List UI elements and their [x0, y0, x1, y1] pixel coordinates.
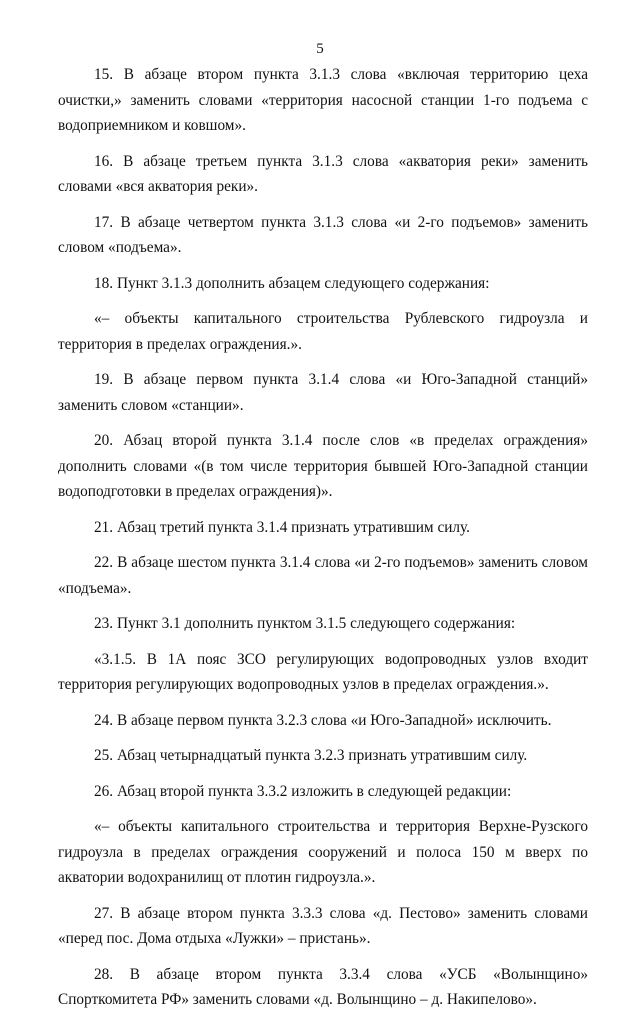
paragraph-28: 28. В абзаце втором пункта 3.3.4 слова «УСБ «Волынщино» Спорткомитета РФ» заменить словами «д. Волынщино – д. Накипелово». [58, 965, 588, 1008]
paragraph-24: 24. В абзаце первом пункта 3.2.3 слова «и Юго-Западной» исключить. [94, 711, 552, 729]
paragraph-15: 15. В абзаце втором пункта 3.1.3 слова «включая территорию цеха очистки,» заменить словами «территория насосной станции 1-го подъема с водоприемником и ковшом». [58, 66, 588, 134]
paragraph-27: 27. В абзаце втором пункта 3.3.3 слова «д. Пестово» заменить словами «перед пос. Дома отдыха «Лужки» – пристань». [58, 904, 588, 947]
paragraph-19: 19. В абзаце первом пункта 3.1.4 слова «и Юго-Западной станций» заменить словом «станции». [58, 371, 588, 414]
paragraph-16: 16. В абзаце третьем пункта 3.1.3 слова «акватория реки» заменить словами «вся акватория реки». [58, 152, 588, 195]
paragraph-23: 23. Пункт 3.1 дополнить пунктом 3.1.5 следующего содержания: [94, 615, 516, 632]
paragraph-17: 17. В абзаце четвертом пункта 3.1.3 слова «и 2-го подъемов» заменить словом «подъема». [58, 213, 588, 256]
paragraph-22: 22. В абзаце шестом пункта 3.1.4 слова «и 2-го подъемов» заменить словом «подъема». [58, 554, 588, 597]
paragraph-26: 26. Абзац второй пункта 3.3.2 изложить в следующей редакции: [94, 782, 512, 800]
paragraph-25: 25. Абзац четырнадцатый пункта 3.2.3 признать утратившим силу. [94, 747, 528, 764]
paragraph-23-quote: «3.1.5. В 1А пояс ЗСО регулирующих водопроводных узлов входит территория регулирующих водопроводных узлов в пределах ограждения.». [58, 650, 588, 693]
paragraph-20: 20. Абзац второй пункта 3.1.4 после слов «в пределах ограждения» дополнить словами «(в том числе территория бывшей Юго-Западной станции водоподготовки в пределах ограждения)». [58, 432, 588, 500]
paragraph-26-quote: «– объекты капитального строительства и территория Верхне-Рузского гидроузла в пределах ограждения сооружений и полоса 150 м вверх по акватории водохранилищ от плотин гидроузла.». [58, 818, 588, 886]
document-body [58, 62, 588, 1023]
paragraph-18-quote: «– объекты капитального строительства Рублевского гидроузла и территория в пределах ограждения.». [58, 310, 588, 353]
paragraph-18: 18. Пункт 3.1.3 дополнить абзацем следующего содержания: [94, 274, 490, 292]
paragraph-21: 21. Абзац третий пункта 3.1.4 признать утратившим силу. [94, 518, 470, 536]
page-number: 5 [316, 41, 324, 57]
